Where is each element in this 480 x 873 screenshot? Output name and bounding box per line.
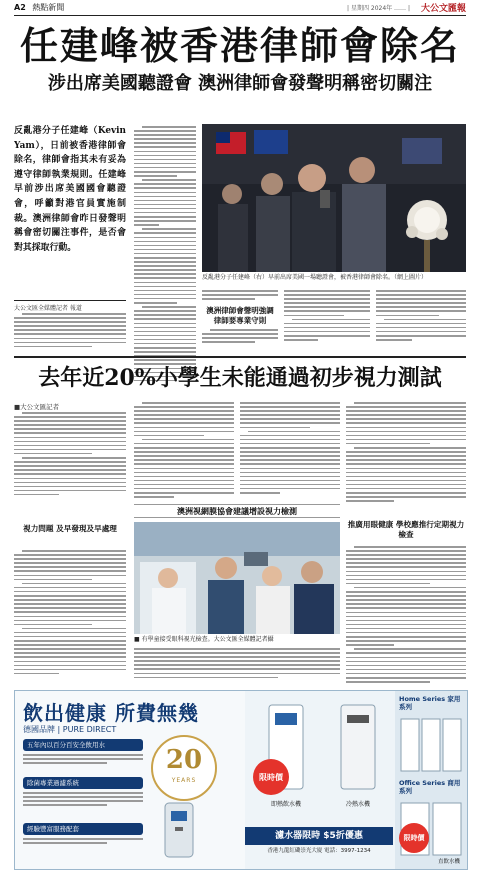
lead-subhead-2: 律師要專業守則 xyxy=(213,316,267,325)
ad-flash-tag-1: 限時價 xyxy=(253,759,289,795)
ad-badge-label: YEARS xyxy=(171,777,197,784)
lead-byline: 大公文匯全媒體記者 報道 xyxy=(14,305,82,312)
ad-product-col-1 xyxy=(251,697,321,821)
second-col-2b xyxy=(134,648,340,682)
page-number: A2 xyxy=(14,3,26,12)
ad-anniversary-badge xyxy=(151,735,217,801)
lead-body-col-3a xyxy=(202,290,278,304)
second-subhead-2: 推廣用眼健康 學校應推行定期視力檢查 xyxy=(347,520,465,539)
second-subhead-3: 視力問題 及早發現及早處理 xyxy=(23,524,117,533)
header-rule xyxy=(14,15,466,16)
ad-product-col-2 xyxy=(323,697,393,821)
lead-body-col-1 xyxy=(14,313,126,348)
ad-headline: 飲出健康 所費無幾 xyxy=(23,701,199,725)
ad-right-panel xyxy=(395,691,467,869)
second-photo xyxy=(134,522,340,634)
lead-headline: 任建峰被香港律師會除名 xyxy=(19,23,460,68)
ad-brand: 德國品牌 | PURE DIRECT xyxy=(23,725,117,734)
second-col-1a xyxy=(14,412,126,510)
second-col-2 xyxy=(134,402,234,498)
lead-subhead: 涉出席美國聽證會 澳洲律師會發聲明稱密切關注 xyxy=(47,73,433,94)
lead-subhead-1: 澳洲律師會聲明強調 xyxy=(206,306,274,315)
second-col-4b xyxy=(346,546,466,680)
ad-product-2-label: 冷熱水機 xyxy=(345,801,370,808)
ad-bullet-2-body xyxy=(23,792,143,820)
second-photo-caption: ■ 有學童接受眼科視光檢查。大公文匯全媒體記者攝 xyxy=(134,636,274,643)
second-col-1b xyxy=(14,550,126,680)
ad-series-office: Office Series 商用系列 xyxy=(399,779,461,795)
page-header xyxy=(14,2,466,14)
ad-dispenser-illustration xyxy=(151,801,215,859)
ad-product-grid-top-art xyxy=(399,715,463,775)
lead-body-col-5 xyxy=(376,290,466,350)
ad-promo-banner[interactable]: 濾水器限時 $5折優惠 xyxy=(245,827,393,845)
second-subhead-1: 澳洲視網膜協會建議增設視力檢測 xyxy=(134,504,340,518)
ad-address: 香港九龍紅磡崇光大廈 電話：3997-1234 xyxy=(267,848,371,854)
ad-product-3-label: 直飲水機 xyxy=(437,859,460,865)
ad-product-grid-top xyxy=(399,715,463,775)
ad-bullet-3: 經驗豐富服務配套 xyxy=(23,823,143,835)
ad-flash-tag-2: 限時價 xyxy=(399,823,429,853)
ad-product-2-image xyxy=(323,697,393,791)
ad-series-home: Home Series 家用系列 xyxy=(399,695,461,711)
second-col-4a xyxy=(346,402,466,512)
second-col-3 xyxy=(240,402,340,498)
lead-intro: 反亂港分子任建峰（Kevin Yam），日前被香港律師會除名，律師會指其未有妥為遵守律師執業規則。任建峰早前涉出席美國國會聽證會，呼籲對港官員實施制裁。澳洲律師會昨日發聲明稱會密切關注事件，是否會對其採取行動。 xyxy=(14,126,126,253)
lead-photo-caption: 反亂港分子任建峰（右）早前出席美國一場聽證會，被香港律師會除名。（網上圖片） xyxy=(202,274,428,281)
ad-bullet-3-body xyxy=(23,838,143,852)
lead-body-col-2 xyxy=(134,126,196,350)
lead-bottom-rule xyxy=(14,356,466,358)
lead-body-col-4 xyxy=(284,290,370,350)
issue-date: | 星期四 2024年 …… | xyxy=(347,5,410,12)
intro-rule xyxy=(14,300,126,301)
second-headline: 去年近20%小學生未能通過初步視力測試 xyxy=(38,365,442,391)
lead-photo-art xyxy=(202,124,466,272)
lead-body-col-3b xyxy=(202,329,278,351)
ad-bullet-2: 除菌專業過濾系統 xyxy=(23,777,143,789)
second-byline: ■大公文匯記者 xyxy=(14,403,60,411)
ad-bullet-1: 五年內以百分百安全飲用水 xyxy=(23,739,143,751)
ad-product-1-label: 即熱飲水機 xyxy=(270,801,301,808)
ad-bullet-1-body xyxy=(23,754,143,774)
masthead: 大公文匯報 xyxy=(420,4,466,14)
second-photo-art xyxy=(134,522,340,634)
lead-subhead-box xyxy=(202,306,278,326)
lead-photo xyxy=(202,124,466,272)
ad-badge-number: 20 xyxy=(165,745,203,775)
ad-left-panel xyxy=(15,691,245,869)
section-name: 熱點新聞 xyxy=(32,3,65,12)
advertisement[interactable] xyxy=(14,690,468,870)
